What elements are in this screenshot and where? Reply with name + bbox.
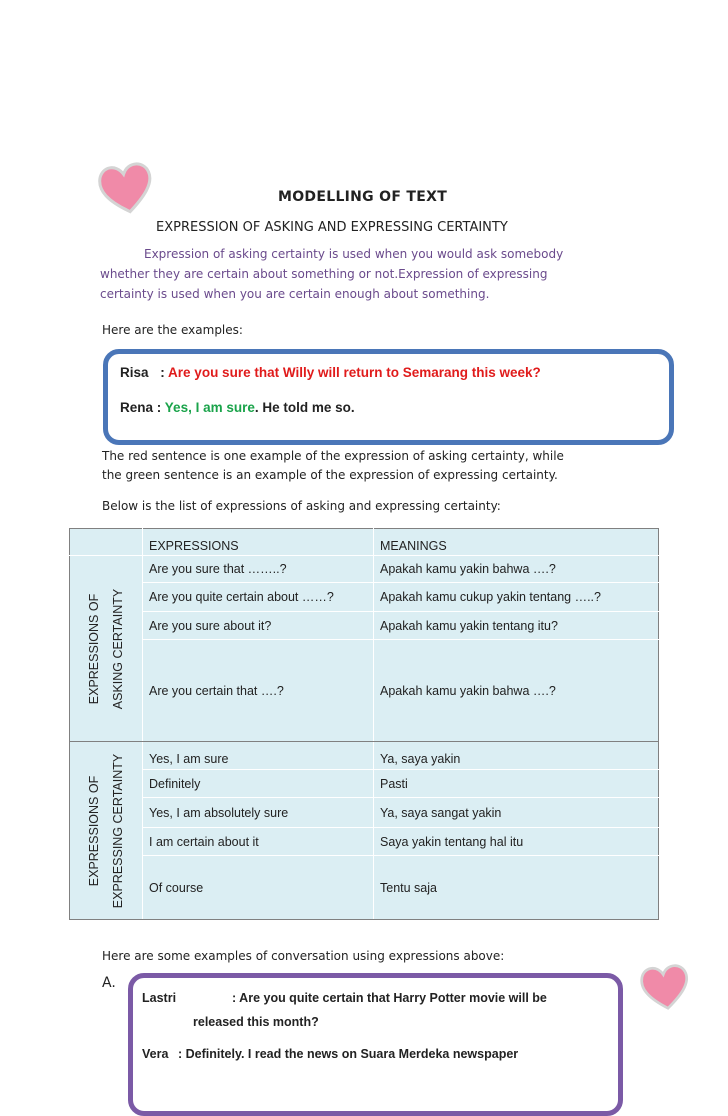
expression-cell: Are you quite certain about ……? bbox=[143, 583, 374, 612]
table-row bbox=[70, 856, 659, 920]
column-header-meanings: MEANINGS bbox=[374, 529, 659, 556]
table-row bbox=[70, 742, 659, 770]
speaker-name: Vera bbox=[142, 1047, 169, 1061]
expression-cell: Are you certain that ….? bbox=[143, 640, 374, 742]
red-sentence: Are you sure that Willy will return to Semarang this week? bbox=[168, 365, 541, 380]
dialogue-line-risa bbox=[120, 365, 541, 380]
speaker-name: Risa bbox=[120, 365, 149, 380]
conversation-label: A. bbox=[102, 975, 116, 991]
list-intro: Below is the list of expressions of asking and expressing certainty: bbox=[102, 499, 501, 513]
group-label-line: EXPRESSIONS OF bbox=[87, 775, 101, 886]
group-label-line: EXPRESSING CERTAINTY bbox=[111, 753, 125, 908]
column-header-expressions: EXPRESSIONS bbox=[143, 529, 374, 556]
expression-cell: Of course bbox=[143, 856, 374, 920]
group-label-line: ASKING CERTAINTY bbox=[111, 588, 125, 709]
speaker-colon: : bbox=[156, 400, 162, 415]
meaning-cell: Saya yakin tentang hal itu bbox=[374, 828, 659, 856]
meaning-cell: Ya, saya yakin bbox=[374, 742, 659, 770]
table-row bbox=[70, 798, 659, 828]
expressions-table bbox=[69, 528, 659, 920]
table-row bbox=[70, 612, 659, 640]
dialogue-line-rena bbox=[120, 400, 355, 415]
intro-line: Expression of asking certainty is used when you would ask somebody bbox=[144, 247, 564, 261]
dialogue-text: : Definitely. I read the news on Suara Merdeka newspaper bbox=[178, 1047, 519, 1061]
observation-line: The red sentence is one example of the expression of asking certainty, while bbox=[102, 449, 564, 463]
expression-cell: Definitely bbox=[143, 770, 374, 798]
example-dialogue-box bbox=[103, 349, 674, 445]
meaning-cell: Apakah kamu cukup yakin tentang …..? bbox=[374, 583, 659, 612]
heart-icon bbox=[638, 960, 692, 1012]
examples-intro: Here are the examples: bbox=[102, 323, 243, 337]
speaker-name: Lastri bbox=[142, 991, 177, 1005]
group-label-line: EXPRESSIONS OF bbox=[87, 593, 101, 704]
intro-paragraph bbox=[100, 244, 644, 304]
intro-line: whether they are certain about something or not.Expression of expressing bbox=[100, 267, 548, 281]
meaning-cell: Apakah kamu yakin bahwa ….? bbox=[374, 556, 659, 583]
observation-paragraph bbox=[102, 447, 662, 485]
dialogue-text: released this month? bbox=[193, 1015, 319, 1029]
expression-cell: I am certain about it bbox=[143, 828, 374, 856]
table-row bbox=[70, 583, 659, 612]
meaning-cell: Tentu saja bbox=[374, 856, 659, 920]
group-label-expressing bbox=[70, 742, 143, 920]
dialogue-text: : Are you quite certain that Harry Potter movie will be bbox=[232, 991, 547, 1005]
table-corner-cell bbox=[70, 529, 143, 556]
expression-cell: Yes, I am absolutely sure bbox=[143, 798, 374, 828]
meaning-cell: Apakah kamu yakin tentang itu? bbox=[374, 612, 659, 640]
conversation-intro: Here are some examples of conversation using expressions above: bbox=[102, 949, 505, 963]
table-row bbox=[70, 770, 659, 798]
conversation-box bbox=[128, 973, 623, 1116]
page-subtitle: EXPRESSION OF ASKING AND EXPRESSING CERTAINTY bbox=[156, 220, 508, 235]
meaning-cell: Apakah kamu yakin bahwa ….? bbox=[374, 640, 659, 742]
table-header-row bbox=[70, 529, 659, 556]
dialogue-text: . He told me so. bbox=[254, 400, 355, 415]
meaning-cell: Ya, saya sangat yakin bbox=[374, 798, 659, 828]
expression-cell: Yes, I am sure bbox=[143, 742, 374, 770]
table-row bbox=[70, 556, 659, 583]
page-title: MODELLING OF TEXT bbox=[278, 189, 448, 205]
heart-icon bbox=[96, 158, 156, 216]
intro-line: certainty is used when you are certain enough about something. bbox=[100, 287, 490, 301]
group-label-asking bbox=[70, 556, 143, 742]
table-row bbox=[70, 828, 659, 856]
observation-line: the green sentence is an example of the expression of expressing certainty. bbox=[102, 468, 558, 482]
speaker-colon: : bbox=[160, 365, 165, 380]
expression-cell: Are you sure that ……..? bbox=[143, 556, 374, 583]
meaning-cell: Pasti bbox=[374, 770, 659, 798]
green-sentence: Yes, I am sure bbox=[164, 400, 255, 415]
table-row bbox=[70, 640, 659, 742]
expression-cell: Are you sure about it? bbox=[143, 612, 374, 640]
speaker-name: Rena bbox=[120, 400, 154, 415]
